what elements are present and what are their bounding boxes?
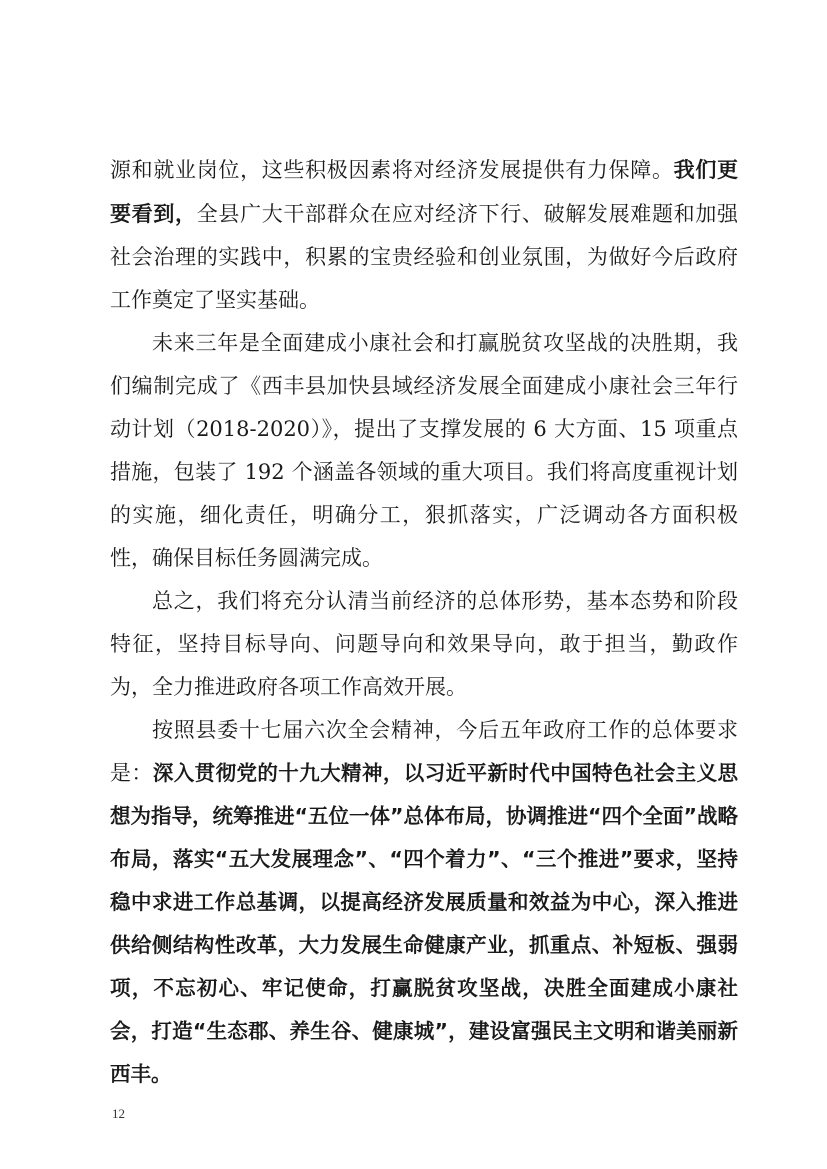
paragraph-1 (110, 148, 738, 322)
paragraph-3: 总之，我们将充分认清当前经济的总体形势，基本态势和阶段特征，坚持目标导向、问题导向和效果导向，敢于担当，勤政作为，全力推进政府各项工作高效开展。 (110, 589, 738, 699)
body-text (110, 148, 738, 1096)
paragraph-4-text-a: 按照县委十七届六次全会精神，今后五年政府工作的总体要求是： (110, 718, 738, 785)
paragraph-1-bold-phrase: 我们更要看到， (110, 157, 738, 226)
paragraph-4 (110, 709, 738, 1096)
paragraph-1-text-c: 全县广大干部群众在应对经济下行、破解发展难题和加强社会治理的实践中，积累的宝贵经验和创业氛围，为做好今后政府工作奠定了坚实基础。 (110, 202, 739, 312)
paragraph-1-text-a: 源和就业岗位，这些积极因素将对经济发展提供有力保障。 (110, 158, 674, 182)
paragraph-4-bold-requirements: 深入贯彻党的十九大精神，以习近平新时代中国特色社会主义思想为指导，统筹推进“五位一体”总体布局，协调推进“四个全面”战略布局，落实“五大发展理念”、“四个着力”、“三个推进”要求，坚持稳中求进工作总基调，以提高经济发展质量和效益为中心，深入推进供给侧结构性改革，大力发展生命健康产业，抓重点、补短板、强弱项，不忘初心、牢记使命，打赢脱贫攻坚战，决胜全面建成小康社会，打造“生态郡、养生谷、健康城”，建设富强民主文明和谐美丽新西丰。 (110, 761, 738, 1086)
paragraph-2: 未来三年是全面建成小康社会和打赢脱贫攻坚战的决胜期，我们编制完成了《西丰县加快县域经济发展全面建成小康社会三年行动计划（2018-2020）》，提出了支撑发展的 6 大方面、15 项重点措施，包装了 192 个涵盖各领域的重大项目。我们将高度重视计划的实施，细化责任，明确分工，狠抓落实，广泛调动各方面积极性，确保目标任务圆满完成。 (110, 331, 738, 570)
page-number: 12 (112, 1106, 125, 1121)
